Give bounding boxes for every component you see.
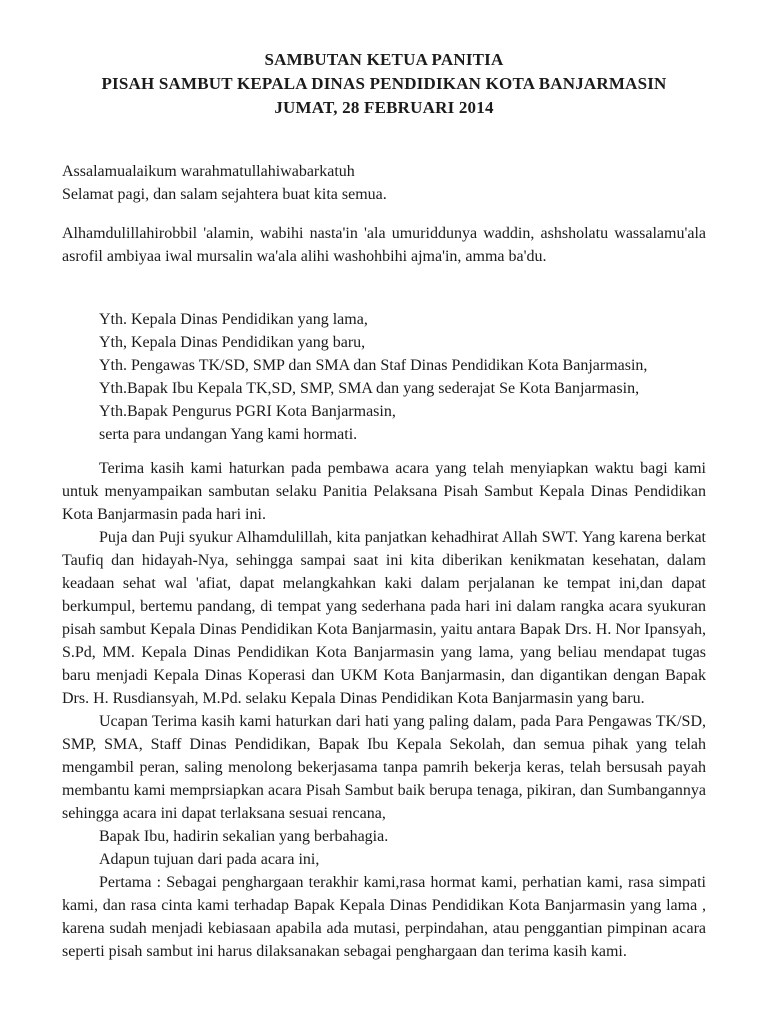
greeting-line-2: Selamat pagi, dan salam sejahtera buat kita semua.	[62, 186, 387, 203]
body-paragraph-first-purpose: Pertama : Sebagai penghargaan terakhir kami,rasa hormat kami, perhatian kami, rasa simpati kami, dan rasa cinta kami terhadap Bapak Kepala Dinas Pendidikan Kota Banjarmasin yang lama , karena sudah menjadi kebiasaan apabila ada mutasi, perpindahan, atau penggantian pimpinan acara seperti pisah sambut ini harus dilaksanakan sebagai penghargaan dan terima kasih kami.	[62, 874, 706, 960]
body-paragraph-gratitude: Puja dan Puji syukur Alhamdulillah, kita panjatkan kehadhirat Allah SWT. Yang karena berkat Taufiq dan hidayah-Nya, sehingga sampai saat ini kita diberikan kenikmatan kesehatan, dalam keadaan sehat wal 'afiat, dapat melangkahkan kaki dalam perjalanan ke tempat ini,dan dapat berkumpul, bertemu pandang, di tempat yang sederhana pada hari ini dalam rangka acara syukuran pisah sambut Kepala Dinas Pendidikan Kota Banjarmasin, yaitu antara Bapak Drs. H. Nor Ipansyah, S.Pd, MM. Kepala Dinas Pendidikan Kota Banjarmasin yang lama, yang beliau mendapat tugas baru menjadi Kepala Dinas Koperasi dan UKM Kota Banjarmasin, dan digantikan dengan Bapak Drs. H. Rusdiansyah, M.Pd. selaku Kepala Dinas Pendidikan Kota Banjarmasin yang baru.	[62, 529, 706, 707]
salutation-line: Yth.Bapak Ibu Kepala TK,SD, SMP, SMA dan yang sederajat Se Kota Banjarmasin,	[99, 380, 640, 397]
salutation-line: Yth, Kepala Dinas Pendidikan yang baru,	[99, 334, 366, 351]
salutation-line: Yth.Bapak Pengurus PGRI Kota Banjarmasin,	[99, 403, 396, 420]
greeting-line-1: Assalamualaikum warahmatullahiwabarkatuh	[62, 163, 355, 180]
salutation-line: Yth. Kepala Dinas Pendidikan yang lama,	[99, 311, 368, 328]
body-paragraph-thanks-mc: Terima kasih kami haturkan pada pembawa acara yang telah menyiapkan waktu bagi kami untuk menyampaikan sambutan selaku Panitia Pelaksana Pisah Sambut Kepala Dinas Pendidikan Kota Banjarmasin pada hari ini.	[62, 460, 706, 523]
opening-prayer: Alhamdulillahirobbil 'alamin, wabihi nasta'in 'ala umuriddunya waddin, ashsholatu wassalamu'ala asrofil ambiyaa iwal mursalin wa'ala alihi washohbihi ajma'in, amma ba'du.	[62, 225, 706, 265]
title-line-2: PISAH SAMBUT KEPALA DINAS PENDIDIKAN KOTA BANJARMASIN	[101, 74, 667, 93]
body-line-audience-address: Bapak Ibu, hadirin sekalian yang berbahagia.	[99, 828, 389, 845]
greeting-block	[62, 160, 706, 206]
title-line-3: JUMAT, 28 FEBRUARI 2014	[274, 98, 494, 117]
speech-body	[62, 457, 706, 963]
salutation-list	[62, 308, 706, 446]
title-line-1: SAMBUTAN KETUA PANITIA	[264, 50, 504, 69]
salutation-line: Yth. Pengawas TK/SD, SMP dan SMA dan Staf Dinas Pendidikan Kota Banjarmasin,	[99, 357, 648, 374]
salutation-line: serta para undangan Yang kami hormati.	[99, 426, 358, 443]
body-line-purpose-intro: Adapun tujuan dari pada acara ini,	[99, 851, 320, 868]
body-paragraph-committee-thanks: Ucapan Terima kasih kami haturkan dari hati yang paling dalam, pada Para Pengawas TK/SD, SMP, SMA, Staff Dinas Pendidikan, Bapak Ibu Kepala Sekolah, dan semua pihak yang telah mengambil peran, saling menolong bekerjasama tanpa pamrih bekerja keras, telah bersusah payah membantu kami memprsiapkan acara Pisah Sambut baik berupa tenaga, pikiran, dan Sumbangannya sehingga acara ini dapat terlaksana sesuai rencana,	[62, 713, 706, 822]
document-title	[62, 48, 706, 120]
